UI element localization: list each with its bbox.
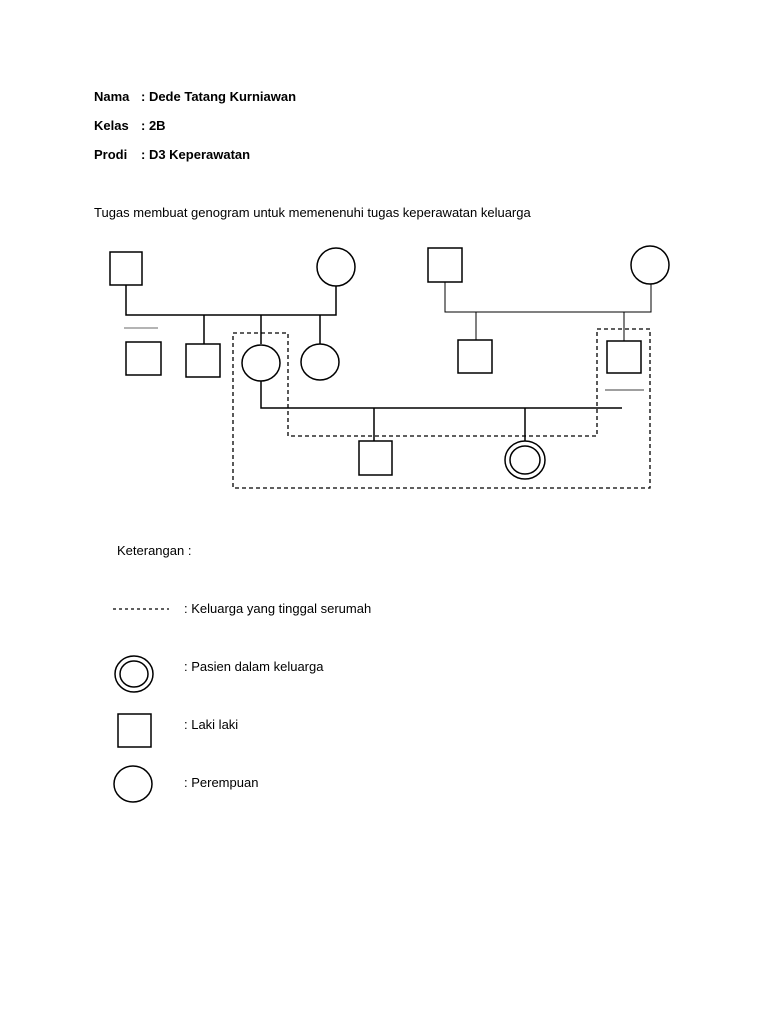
legend-male-square (118, 714, 151, 747)
grandfather-left-male (110, 252, 142, 285)
marriage-line-left (126, 285, 336, 315)
legend-patient-inner (120, 661, 148, 687)
prodi-value: : D3 Keperawatan (141, 147, 251, 162)
son-male (359, 441, 392, 475)
legend-female-text: : Perempuan (184, 775, 259, 790)
kelas-label: Kelas (94, 118, 129, 133)
nama-value: : Dede Tatang Kurniawan (141, 89, 297, 104)
child-4-female (301, 344, 339, 380)
grandfather-right-male (428, 248, 462, 282)
kelas-value: : 2B (141, 118, 166, 133)
nama-label: Nama (94, 89, 130, 104)
father-male (607, 341, 641, 373)
marriage-line-right (445, 282, 651, 312)
prodi-label: Prodi (94, 147, 128, 162)
legend-female-circle (114, 766, 152, 802)
child-1-male (126, 342, 161, 375)
mother-female (242, 345, 280, 381)
legend-male-text: : Laki laki (184, 717, 239, 732)
marriage-line-parents (261, 381, 622, 408)
legend-title: Keterangan : (117, 543, 192, 558)
grandmother-right-female (631, 246, 669, 284)
patient-inner (510, 446, 540, 474)
intro-text: Tugas membuat genogram untuk memenenuhi tugas keperawatan keluarga (94, 205, 531, 220)
child-right-1-male (458, 340, 492, 373)
legend-patient-text: : Pasien dalam keluarga (184, 659, 324, 674)
grandmother-left-female (317, 248, 355, 286)
child-2-male (186, 344, 220, 377)
legend-household-text: : Keluarga yang tinggal serumah (184, 601, 372, 616)
